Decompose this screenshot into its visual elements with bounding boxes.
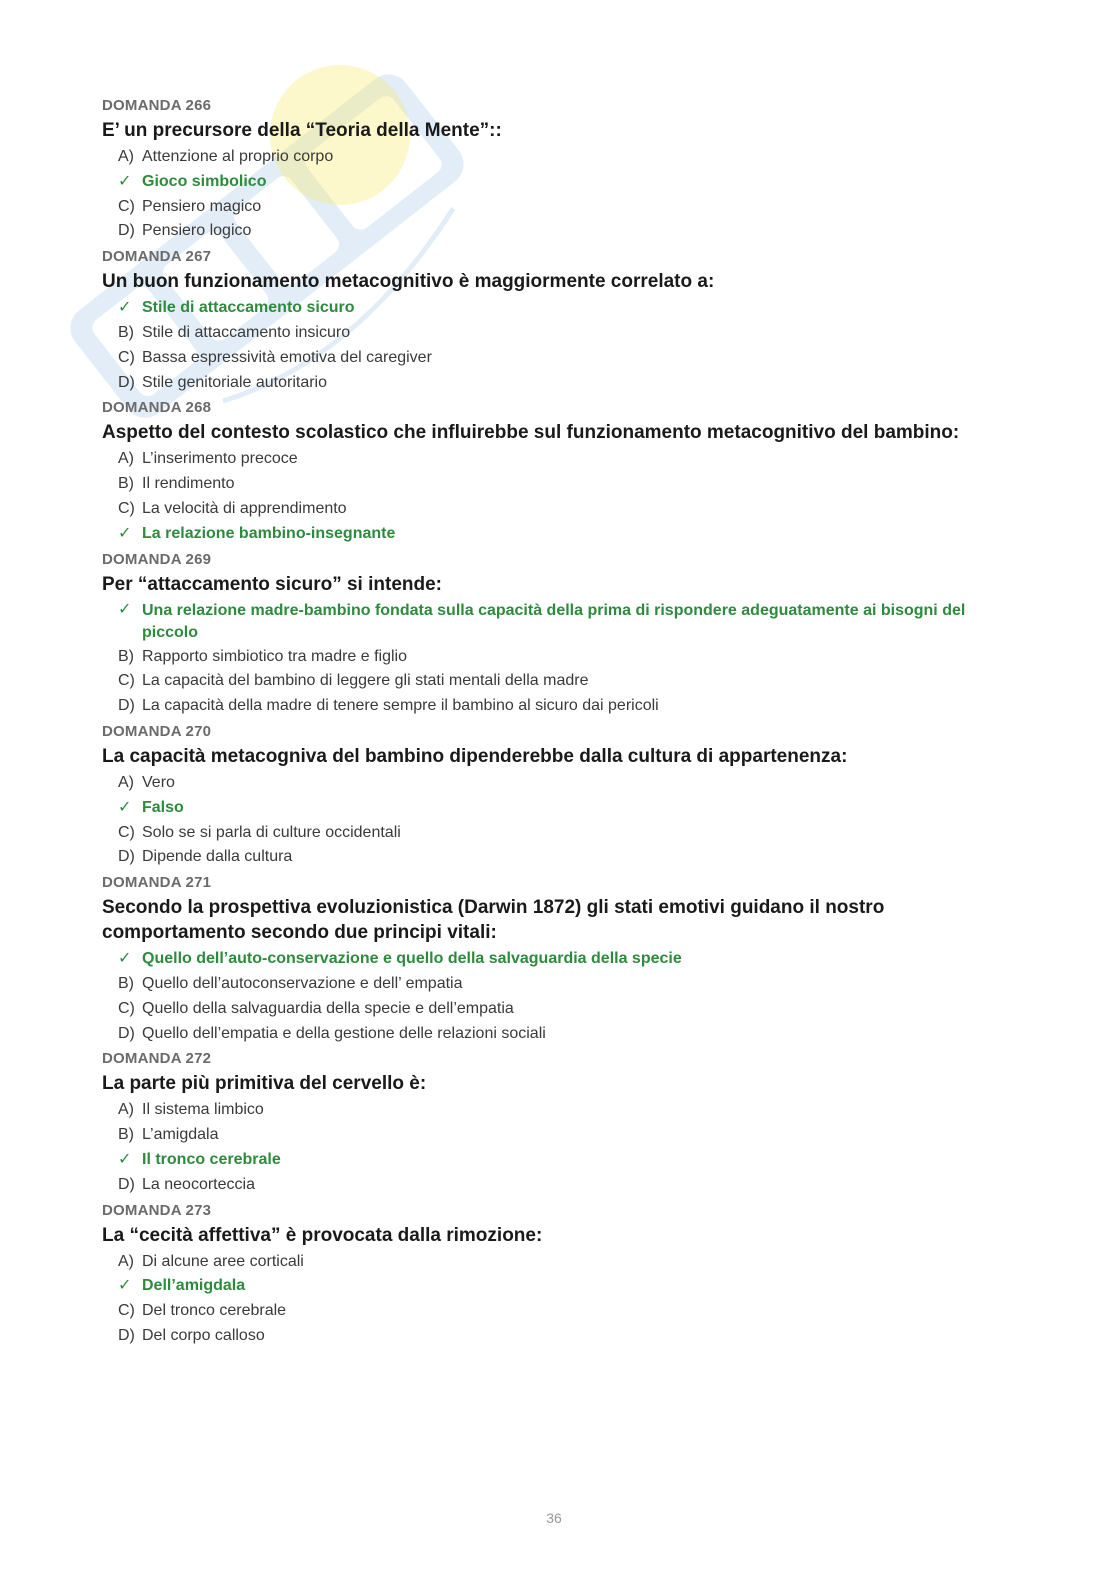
- option-text: Bassa espressività emotiva del caregiver: [142, 348, 432, 366]
- question-number: DOMANDA 268: [102, 399, 212, 417]
- answer-option: [102, 669, 1022, 694]
- option-text: Gioco simbolico: [142, 172, 267, 190]
- correct-answer-option: [102, 522, 1022, 547]
- option-text: L’amigdala: [142, 1126, 219, 1144]
- question-number: DOMANDA 267: [102, 248, 212, 266]
- correct-answer-option: [102, 296, 1022, 321]
- option-text: Pensiero logico: [142, 222, 252, 240]
- answer-option: [102, 1123, 1022, 1148]
- option-letter: A): [118, 1252, 134, 1270]
- question-text: Secondo la prospettiva evoluzionistica (Darwin 1872) gli stati emotivi guidano il nostro comportamento secondo due principi vitali:: [102, 897, 885, 944]
- answer-option: [102, 845, 1022, 870]
- question-block: [102, 398, 1022, 546]
- question-block: [102, 1049, 1022, 1197]
- answer-option: [102, 1173, 1022, 1198]
- option-text: Vero: [142, 773, 175, 791]
- option-letter: D): [118, 1175, 135, 1193]
- option-text: Del tronco cerebrale: [142, 1302, 287, 1320]
- option-text: Quello dell’auto-conservazione e quello della salvaguardia della specie: [142, 950, 682, 968]
- correct-answer-option: [102, 1148, 1022, 1173]
- option-letter: D): [118, 373, 135, 391]
- answer-option: [102, 694, 1022, 719]
- answer-option: [102, 346, 1022, 371]
- option-text: Stile di attaccamento sicuro: [142, 299, 355, 317]
- option-text: La relazione bambino-insegnante: [142, 524, 396, 542]
- page-number: 36: [546, 1510, 562, 1526]
- question-text: La capacità metacogniva del bambino dipenderebbe dalla cultura di appartenenza:: [102, 745, 848, 767]
- correct-answer-option: [102, 599, 1022, 645]
- option-letter: A): [118, 148, 134, 165]
- question-text: Un buon funzionamento metacognitivo è maggiormente correlato a:: [102, 271, 715, 293]
- option-letter: D): [118, 1024, 135, 1042]
- option-text: Quello della salvaguardia della specie e dell’empatia: [142, 999, 514, 1017]
- question-text: E’ un precursore della “Teoria della Mente”::: [102, 120, 502, 141]
- option-letter: B): [118, 475, 134, 493]
- option-text: L’inserimento precoce: [142, 450, 298, 468]
- question-block: [102, 1201, 1022, 1349]
- option-text: Del corpo calloso: [142, 1326, 265, 1344]
- checkmark-icon: ✓: [118, 1150, 132, 1168]
- correct-answer-option: [102, 796, 1022, 821]
- answer-options: [102, 296, 1022, 395]
- question-block: [102, 550, 1022, 719]
- correct-answer-option: [102, 170, 1022, 195]
- checkmark-icon: ✓: [118, 524, 132, 542]
- option-letter: D): [118, 697, 135, 715]
- option-text: Solo se si parla di culture occidentali: [142, 823, 401, 841]
- question-text: Aspetto del contesto scolastico che influirebbe sul funzionamento metacognitivo del bambino:: [102, 422, 960, 444]
- question-text: La parte più primitiva del cervello è:: [102, 1073, 427, 1095]
- question-list: [102, 96, 1022, 1352]
- answer-option: [102, 1299, 1022, 1324]
- answer-option: [102, 645, 1022, 670]
- answer-option: [102, 821, 1022, 846]
- option-letter: A): [118, 1101, 134, 1119]
- answer-option: [102, 321, 1022, 346]
- answer-option: [102, 472, 1022, 497]
- question-number: DOMANDA 266: [102, 97, 212, 114]
- answer-options: [102, 447, 1022, 546]
- correct-answer-option: [102, 947, 1022, 972]
- question-number: DOMANDA 269: [102, 550, 212, 568]
- checkmark-icon: ✓: [118, 1277, 132, 1295]
- option-text: Di alcune aree corticali: [142, 1252, 304, 1270]
- option-letter: C): [118, 348, 135, 366]
- option-letter: B): [118, 1126, 134, 1144]
- answer-options: [102, 1250, 1022, 1349]
- option-text: Il rendimento: [142, 475, 235, 493]
- question-number: DOMANDA 270: [102, 722, 212, 740]
- answer-options: [102, 771, 1022, 870]
- option-text: Falso: [142, 798, 184, 816]
- checkmark-icon: ✓: [118, 299, 132, 317]
- question-number: DOMANDA 271: [102, 874, 212, 892]
- answer-options: [102, 947, 1022, 1046]
- question-block: [102, 873, 1022, 1046]
- answer-option: [102, 497, 1022, 522]
- option-text: Pensiero magico: [142, 197, 262, 215]
- option-text: Attenzione al proprio corpo: [142, 148, 334, 165]
- option-letter: C): [118, 823, 135, 841]
- answer-options: [102, 599, 1022, 719]
- answer-option: [102, 371, 1022, 396]
- checkmark-icon: ✓: [118, 798, 132, 816]
- answer-option: [102, 1324, 1022, 1349]
- question-number: DOMANDA 272: [102, 1050, 212, 1068]
- option-text: Una relazione madre-bambino fondata sulla capacità della prima di rispondere adeguatamente ai bisogni del piccolo: [142, 601, 966, 641]
- answer-option: [102, 219, 1022, 244]
- option-text: Dipende dalla cultura: [142, 848, 293, 866]
- option-letter: C): [118, 672, 135, 690]
- option-text: La capacità del bambino di leggere gli stati mentali della madre: [142, 672, 589, 690]
- option-letter: B): [118, 323, 134, 341]
- answer-options: [102, 145, 1022, 244]
- answer-option: [102, 195, 1022, 220]
- option-letter: C): [118, 499, 135, 517]
- answer-option: [102, 997, 1022, 1022]
- answer-option: [102, 972, 1022, 997]
- option-text: La capacità della madre di tenere sempre il bambino al sicuro dai pericoli: [142, 697, 659, 715]
- question-text: Per “attaccamento sicuro” si intende:: [102, 573, 442, 595]
- option-text: Il sistema limbico: [142, 1101, 264, 1119]
- option-text: La neocorteccia: [142, 1175, 255, 1193]
- option-letter: B): [118, 647, 134, 665]
- option-letter: C): [118, 999, 135, 1017]
- answer-option: [102, 1250, 1022, 1275]
- checkmark-icon: ✓: [118, 600, 132, 618]
- answer-option: [102, 447, 1022, 472]
- option-text: Stile di attaccamento insicuro: [142, 323, 351, 341]
- answer-option: [102, 771, 1022, 796]
- option-letter: C): [118, 197, 135, 215]
- option-text: Quello dell’autoconservazione e dell’ empatia: [142, 974, 463, 992]
- correct-answer-option: [102, 1274, 1022, 1299]
- question-block: [102, 247, 1022, 395]
- option-text: Dell’amigdala: [142, 1277, 246, 1295]
- option-text: Stile genitoriale autoritario: [142, 373, 327, 391]
- answer-options: [102, 1098, 1022, 1197]
- answer-option: [102, 145, 1022, 170]
- option-letter: D): [118, 1326, 135, 1344]
- option-text: Rapporto simbiotico tra madre e figlio: [142, 647, 408, 665]
- question-block: [102, 722, 1022, 870]
- answer-option: [102, 1098, 1022, 1123]
- answer-option: [102, 1022, 1022, 1047]
- option-letter: D): [118, 222, 135, 240]
- option-text: Quello dell’empatia e della gestione delle relazioni sociali: [142, 1024, 546, 1042]
- option-text: La velocità di apprendimento: [142, 499, 347, 517]
- option-letter: A): [118, 450, 134, 468]
- option-letter: D): [118, 848, 135, 866]
- question-block: [102, 96, 1022, 244]
- option-letter: C): [118, 1302, 135, 1320]
- option-letter: B): [118, 974, 134, 992]
- question-text: La “cecità affettiva” è provocata dalla rimozione:: [102, 1224, 543, 1246]
- checkmark-icon: ✓: [118, 172, 132, 190]
- checkmark-icon: ✓: [118, 950, 132, 968]
- option-letter: A): [118, 773, 134, 791]
- option-text: Il tronco cerebrale: [142, 1150, 281, 1168]
- question-number: DOMANDA 273: [102, 1201, 212, 1219]
